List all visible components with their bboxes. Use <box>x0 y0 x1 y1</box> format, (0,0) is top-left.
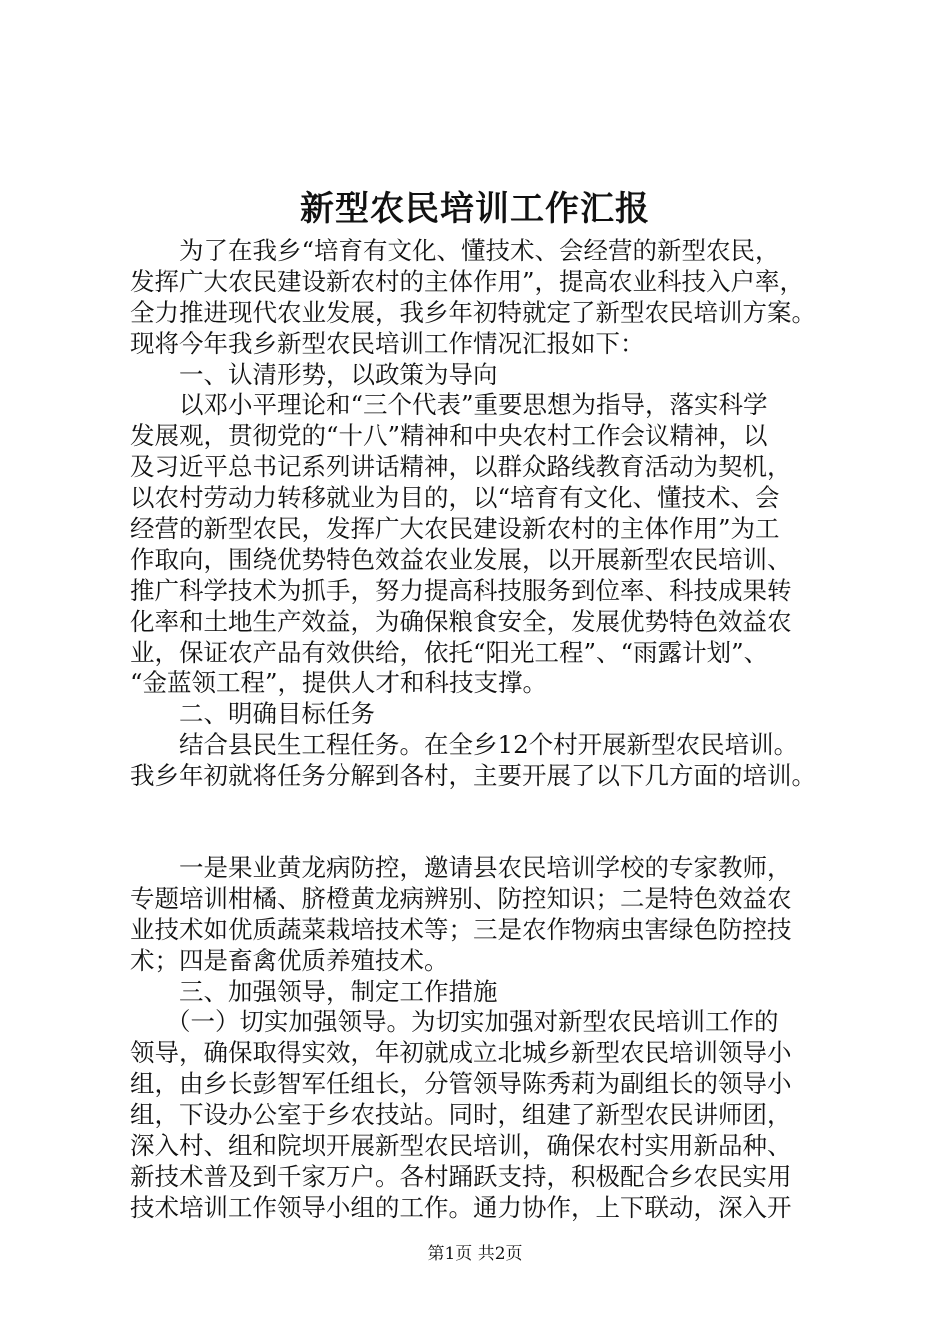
body-line: 化率和土地生产效益，为确保粮食安全，发展优势特色效益农 <box>130 606 792 636</box>
body-line: 组，下设办公室于乡农技站。同时，组建了新型农民讲师团， <box>130 1100 792 1130</box>
page-footer: 第1页 共2页 <box>427 1244 523 1264</box>
body-line: 结合县民生工程任务。在全乡12个村开展新型农民培训。 <box>179 730 799 760</box>
body-line: “金蓝领工程”，提供人才和科技支撑。 <box>130 668 548 698</box>
body-line: 业，保证农产品有效供给，依托“阳光工程”、“雨露计划”、 <box>130 637 769 667</box>
body-line: 组，由乡长彭智军任组长，分管领导陈秀莉为副组长的领导小 <box>130 1069 792 1099</box>
body-line: 新技术普及到千家万户。各村踊跃支持，积极配合乡农民实用 <box>130 1161 792 1191</box>
body-line: 及习近平总书记系列讲话精神，以群众路线教育活动为契机， <box>130 452 792 482</box>
body-line: 发挥广大农民建设新农村的主体作用”，提高农业科技入户率， <box>130 266 805 296</box>
body-line: 深入村、组和院坝开展新型农民培训，确保农村实用新品种、 <box>130 1131 792 1161</box>
section-heading: 一、认清形势，以政策为导向 <box>179 359 498 389</box>
body-line: 全力推进现代农业发展，我乡年初特就定了新型农民培训方案。 <box>130 297 816 327</box>
subsection-line: （一）切实加强领导。为切实加强对新型农民培训工作的 <box>166 1007 779 1037</box>
body-line: 专题培训柑橘、脐橙黄龙病辨别、防控知识；二是特色效益农 <box>130 883 792 913</box>
body-line: 以农村劳动力转移就业为目的，以“培育有文化、懂技术、会 <box>130 483 780 513</box>
body-line: 作取向，围绕优势特色效益农业发展，以开展新型农民培训、 <box>130 544 792 574</box>
body-line: 为了在我乡“培育有文化、懂技术、会经营的新型农民， <box>179 236 780 265</box>
body-line: 技术培训工作领导小组的工作。通力协作，上下联动，深入开 <box>130 1192 792 1222</box>
body-line: 一是果业黄龙病防控，邀请县农民培训学校的专家教师， <box>179 853 792 883</box>
body-line: 现将今年我乡新型农民培训工作情况汇报如下： <box>130 328 645 358</box>
paragraph-gap <box>130 792 850 853</box>
section-heading: 二、明确目标任务 <box>179 699 375 729</box>
body-line: 经营的新型农民，发挥广大农民建设新农村的主体作用”为工 <box>130 514 780 544</box>
body-line: 术；四是畜禽优质养殖技术。 <box>130 945 449 975</box>
document-title: 新型农民培训工作汇报 <box>300 189 650 229</box>
body-line: 领导，确保取得实效，年初就成立北城乡新型农民培训领导小 <box>130 1038 792 1068</box>
body-line: 以邓小平理论和“三个代表”重要思想为指导，落实科学 <box>179 390 768 420</box>
section-heading: 三、加强领导，制定工作措施 <box>179 976 498 1006</box>
document-body <box>130 236 850 1224</box>
body-line: 推广科学技术为抓手，努力提高科技服务到位率、科技成果转 <box>130 575 792 605</box>
body-line: 我乡年初就将任务分解到各村，主要开展了以下几方面的培训。 <box>130 761 816 791</box>
body-line: 业技术如优质蔬菜栽培技术等；三是农作物病虫害绿色防控技 <box>130 914 792 944</box>
body-line: 发展观，贯彻党的“十八”精神和中央农村工作会议精神，以 <box>130 421 768 451</box>
